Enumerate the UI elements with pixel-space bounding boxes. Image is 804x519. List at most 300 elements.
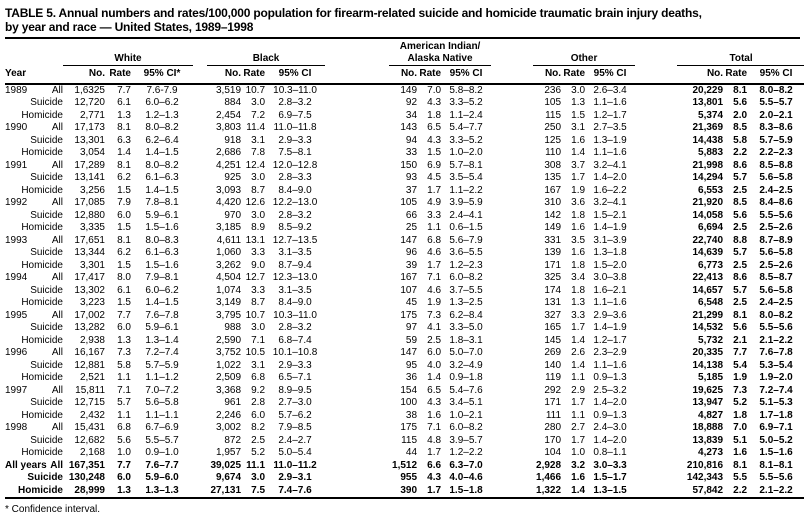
- cell-spacer: [635, 160, 677, 173]
- row-category: All: [51, 384, 63, 396]
- cell-ci: 6.7–6.9: [145, 422, 179, 433]
- cell-rate: 1.5: [427, 147, 442, 158]
- cell-num: 2,771: [79, 109, 105, 121]
- cell-num: 171: [544, 397, 562, 408]
- table-row: [5, 372, 804, 385]
- group-aian-line1: American Indian/: [399, 41, 481, 52]
- cell-rate: 1.3: [571, 97, 586, 108]
- row-label: [5, 185, 63, 198]
- cell-num: 139: [544, 247, 562, 258]
- cell-num: 12,682: [74, 434, 105, 446]
- cell-num: 955: [400, 472, 418, 483]
- cell-num: 3,301: [79, 259, 105, 271]
- cell-num: 14,438: [692, 134, 724, 146]
- table-row: [5, 260, 804, 273]
- cell-num: 390: [400, 484, 418, 496]
- cell-num: 142,343: [686, 472, 724, 483]
- cell-ci: 1.3–2.5: [449, 297, 483, 308]
- cell-rate: 8.6: [733, 272, 748, 283]
- table-row: [5, 147, 804, 160]
- cell-num: 167: [544, 184, 562, 196]
- row-label: [5, 160, 63, 173]
- cell-ci: 8.4–9.0: [278, 297, 312, 308]
- cell-ci: 5.9–6.1: [145, 322, 179, 333]
- cell-rate: 4.5: [427, 172, 442, 183]
- cell-ci: 12.3–13.0: [272, 272, 318, 283]
- cell-ci: 2.2–2.3: [759, 147, 793, 158]
- cell-spacer: [491, 435, 533, 448]
- cell-ci: 3.1–3.5: [278, 247, 312, 258]
- cell-num: 2,454: [216, 109, 242, 121]
- cell-spacer: [325, 272, 389, 285]
- cell-num: 3,149: [216, 297, 242, 308]
- cell-ci: 1.1–2.4: [449, 109, 483, 121]
- cell-rate: 5.6: [733, 97, 748, 108]
- cell-ci: 10.3–11.0: [273, 309, 317, 321]
- cell-num: 13,344: [74, 247, 105, 258]
- header-spacer: [193, 66, 207, 84]
- row-label: [5, 310, 63, 323]
- cell-num: 925: [224, 172, 242, 183]
- aian-ci-header: 95% CI: [441, 66, 491, 84]
- cell-rate: 2.5: [733, 259, 748, 271]
- cell-ci: 1.1–1.6: [593, 359, 627, 371]
- cell-ci: 1.2–1.3: [145, 109, 179, 121]
- cell-num: 22,413: [692, 272, 724, 283]
- cell-ci: 3.9–5.9: [449, 197, 483, 208]
- cell-num: 12,720: [74, 97, 105, 108]
- cell-spacer: [193, 84, 207, 98]
- cell-spacer: [635, 272, 677, 285]
- cell-rate: 7.1: [427, 422, 442, 433]
- cell-rate: 7.7: [117, 459, 131, 471]
- cell-spacer: [491, 185, 533, 198]
- row-category: Homicide: [21, 297, 63, 308]
- row-label: [5, 322, 63, 335]
- row-category: All: [51, 309, 63, 321]
- cell-rate: 5.7: [733, 172, 748, 183]
- cell-ci: 3.3–5.2: [449, 134, 483, 146]
- cell-rate: 1.8: [571, 259, 586, 271]
- cell-ci: 5.7–5.9: [145, 359, 179, 371]
- cell-rate: 8.2: [251, 422, 266, 433]
- cell-rate: 7.1: [251, 334, 266, 346]
- cell-num: 21,299: [692, 309, 724, 321]
- cell-num: 165: [544, 322, 562, 333]
- cell-num: 59: [405, 334, 418, 346]
- cell-num: 34: [405, 109, 418, 121]
- cell-rate: 2.5: [733, 222, 748, 233]
- table-row: [5, 285, 804, 298]
- table-row: [5, 422, 804, 435]
- cell-rate: 3.0: [251, 472, 266, 483]
- cell-ci: 7.2–7.4: [145, 347, 179, 358]
- cell-ci: 1.4–2.0: [593, 434, 627, 446]
- cell-ci: 1.5–1.6: [145, 222, 179, 233]
- cell-rate: 4.8: [427, 434, 442, 446]
- cell-rate: 1.5: [117, 184, 131, 196]
- cell-spacer: [193, 122, 207, 135]
- cell-ci: 0.6–1.5: [449, 222, 483, 233]
- cell-rate: 6.5: [427, 384, 442, 396]
- cell-ci: 8.1–8.1: [759, 459, 793, 471]
- cell-ci: 3.0–3.3: [593, 459, 627, 471]
- cell-spacer: [491, 135, 533, 148]
- group-header-black: [207, 41, 325, 66]
- row-category: Homicide: [17, 484, 63, 496]
- cell-spacer: [193, 172, 207, 185]
- cell-num: 210,816: [686, 459, 724, 471]
- cell-spacer: [325, 197, 389, 210]
- cell-ci: 2.4–2.5: [759, 297, 793, 308]
- cell-num: 4,504: [216, 272, 242, 283]
- cell-ci: 5.4–7.7: [449, 122, 483, 133]
- cell-ci: 4.0–4.6: [449, 472, 483, 483]
- row-label: [5, 84, 63, 98]
- cell-num: 3,223: [79, 297, 105, 308]
- cell-spacer: [193, 485, 207, 499]
- cell-ci: 2.8–3.3: [278, 172, 312, 183]
- cell-spacer: [635, 97, 677, 110]
- cell-num: 115: [545, 109, 562, 121]
- cell-ci: 1.2–1.7: [593, 109, 627, 121]
- cell-num: 1,074: [216, 284, 242, 296]
- cell-spacer: [325, 385, 389, 398]
- black-no-header: No.: [207, 66, 241, 84]
- cell-rate: 12.4: [245, 159, 266, 171]
- table-row: [5, 222, 804, 235]
- cell-ci: 5.7–5.9: [759, 134, 793, 146]
- cell-num: 93: [405, 172, 418, 183]
- cell-rate: 6.6: [427, 459, 442, 471]
- cell-ci: 1.5–1.6: [145, 259, 179, 271]
- cell-ci: 3.2–4.9: [449, 359, 483, 371]
- table-row: [5, 310, 804, 323]
- cell-num: 292: [544, 384, 562, 396]
- cell-ci: 10.3–11.0: [273, 84, 317, 96]
- cell-rate: 5.6: [733, 209, 748, 221]
- cell-ci: 12.7–13.5: [272, 234, 318, 246]
- cell-rate: 12.7: [245, 272, 266, 283]
- cell-spacer: [635, 185, 677, 198]
- cell-num: 269: [544, 347, 562, 358]
- other-rate-header: Rate: [561, 66, 585, 84]
- cell-rate: 7.9: [117, 197, 131, 208]
- cell-spacer: [635, 172, 677, 185]
- cell-num: 39: [405, 259, 418, 271]
- cell-num: 308: [544, 159, 562, 171]
- cell-num: 2,686: [216, 147, 242, 158]
- row-category: Suicide: [30, 434, 63, 446]
- cell-spacer: [325, 322, 389, 335]
- row-category: Suicide: [30, 247, 63, 258]
- cell-spacer: [193, 272, 207, 285]
- cell-ci: 1.4–1.9: [593, 322, 627, 333]
- cell-spacer: [635, 197, 677, 210]
- cell-ci: 2.4–2.7: [278, 434, 312, 446]
- cell-num: 154: [400, 384, 418, 396]
- cell-spacer: [635, 422, 677, 435]
- cell-rate: 8.6: [733, 159, 748, 171]
- cell-spacer: [325, 122, 389, 135]
- row-label: [5, 347, 63, 360]
- cell-ci: 2.0–2.1: [759, 109, 793, 121]
- cell-num: 105: [400, 197, 418, 208]
- cell-spacer: [193, 372, 207, 385]
- cell-num: 12,881: [74, 359, 105, 371]
- cell-rate: 7.7: [733, 347, 748, 358]
- header-spacer: [635, 66, 677, 84]
- row-year: 1998: [5, 422, 28, 433]
- cell-spacer: [635, 385, 677, 398]
- black-rate-header: Rate: [241, 66, 265, 84]
- cell-spacer: [193, 260, 207, 273]
- cell-rate: 1.5: [117, 297, 131, 308]
- group-header-spacer: [635, 41, 677, 66]
- row-category: All: [51, 122, 63, 133]
- cell-rate: 8.7: [251, 297, 266, 308]
- cell-spacer: [193, 210, 207, 223]
- group-header-spacer: [5, 41, 63, 66]
- cell-ci: 3.4–5.1: [449, 397, 483, 408]
- cell-spacer: [193, 235, 207, 248]
- cell-rate: 1.4: [117, 147, 131, 158]
- cell-ci: 7.2–7.4: [759, 384, 793, 396]
- cell-num: 2,521: [79, 372, 105, 383]
- cell-ci: 5.5–5.6: [759, 472, 793, 483]
- cell-ci: 3.2–4.1: [593, 159, 627, 171]
- row-label: [5, 147, 63, 160]
- cell-spacer: [325, 410, 389, 423]
- cell-rate: 6.3: [117, 134, 131, 146]
- cell-spacer: [635, 84, 677, 98]
- cell-spacer: [491, 160, 533, 173]
- cell-ci: 1.2–2.3: [449, 259, 483, 271]
- cell-spacer: [635, 485, 677, 499]
- cell-ci: 5.1–5.3: [759, 397, 793, 408]
- row-label: [5, 397, 63, 410]
- cell-rate: 10.7: [245, 309, 266, 321]
- cell-rate: 2.9: [571, 384, 586, 396]
- cell-ci: 1.3–1.8: [593, 247, 627, 258]
- cell-rate: 1.7: [427, 447, 442, 458]
- cell-ci: 1.4–1.5: [145, 184, 179, 196]
- cell-ci: 2.8–3.2: [278, 209, 312, 221]
- group-header-spacer: [491, 41, 533, 66]
- table-row: [5, 360, 804, 373]
- cell-ci: 6.8–7.4: [278, 334, 312, 346]
- cell-spacer: [325, 485, 389, 499]
- cell-spacer: [635, 460, 677, 473]
- aian-rate-header: Rate: [417, 66, 441, 84]
- cell-rate: 8.8: [733, 234, 748, 246]
- cell-rate: 1.1: [571, 409, 586, 421]
- cell-ci: 12.2–13.0: [272, 197, 318, 208]
- group-header-spacer: [193, 41, 207, 66]
- cell-num: 2,509: [216, 372, 242, 383]
- table-row: [5, 160, 804, 173]
- cell-rate: 1.0: [571, 447, 586, 458]
- cell-ci: 1.4–1.5: [145, 147, 179, 158]
- cell-num: 94: [405, 134, 418, 146]
- table-row: [5, 247, 804, 260]
- cell-num: 14,657: [692, 284, 724, 296]
- cell-ci: 8.7–8.9: [759, 234, 793, 246]
- row-label: [5, 235, 63, 248]
- cell-num: 5,732: [698, 334, 724, 346]
- cell-rate: 8.1: [117, 234, 131, 246]
- cell-rate: 6.8: [117, 422, 131, 433]
- cell-spacer: [193, 285, 207, 298]
- cell-rate: 5.7: [733, 284, 748, 296]
- cell-ci: 5.5–5.7: [145, 434, 179, 446]
- row-category: Suicide: [30, 209, 63, 221]
- cell-rate: 4.6: [427, 247, 442, 258]
- cell-rate: 7.8: [251, 147, 266, 158]
- cell-spacer: [325, 460, 389, 473]
- cell-num: 105: [544, 97, 562, 108]
- cell-spacer: [325, 447, 389, 460]
- cell-rate: 8.9: [251, 222, 266, 233]
- row-category: Suicide: [30, 322, 63, 333]
- cell-spacer: [635, 310, 677, 323]
- cell-rate: 7.3: [427, 309, 442, 321]
- cell-num: 3,519: [216, 84, 242, 96]
- cell-num: 107: [400, 284, 418, 296]
- table-title: [5, 6, 800, 34]
- cell-rate: 11.4: [246, 122, 266, 133]
- cell-num: 3,752: [216, 347, 242, 358]
- cell-rate: 7.0: [733, 422, 748, 433]
- cell-spacer: [491, 347, 533, 360]
- cell-spacer: [491, 235, 533, 248]
- cell-ci: 8.0–8.2: [759, 84, 793, 96]
- row-category: All: [51, 197, 63, 208]
- cell-ci: 1.2–2.2: [449, 447, 483, 458]
- cell-ci: 1.1–2.2: [449, 184, 483, 196]
- cell-num: 16,167: [74, 347, 105, 358]
- cell-ci: 1.1–1.6: [593, 297, 627, 308]
- cell-spacer: [193, 460, 207, 473]
- cell-ci: 5.6–5.8: [759, 284, 793, 296]
- cell-num: 100: [400, 397, 418, 408]
- row-label: [5, 385, 63, 398]
- cell-num: 14,138: [692, 359, 724, 371]
- cell-rate: 1.8: [427, 109, 442, 121]
- cell-num: 884: [224, 97, 242, 108]
- cell-rate: 2.2: [733, 484, 748, 496]
- cell-ci: 1.3–1.4: [145, 334, 179, 346]
- row-label: [5, 247, 63, 260]
- cell-num: 236: [544, 84, 562, 96]
- cell-rate: 1.8: [733, 409, 748, 421]
- cell-num: 13,801: [692, 97, 724, 108]
- cell-num: 5,374: [698, 109, 724, 121]
- cell-num: 327: [544, 309, 562, 321]
- cell-spacer: [635, 135, 677, 148]
- cell-spacer: [325, 135, 389, 148]
- cell-ci: 1.0–2.1: [449, 409, 483, 421]
- cell-num: 2,168: [79, 447, 105, 458]
- cell-ci: 6.2–8.4: [449, 309, 483, 321]
- cell-ci: 7.9–8.5: [278, 422, 312, 433]
- cell-num: 17,417: [74, 272, 105, 283]
- cell-rate: 13.1: [245, 234, 266, 246]
- cell-spacer: [491, 97, 533, 110]
- cell-ci: 7.6–7.8: [145, 309, 179, 321]
- cell-ci: 5.9–6.1: [145, 209, 179, 221]
- table-title-line1: TABLE 5. Annual numbers and rates/100,000 population for firearm-related suicide and homicide traumatic brain injury deaths,: [5, 6, 702, 20]
- cell-spacer: [325, 360, 389, 373]
- cell-rate: 2.1: [733, 334, 748, 346]
- cell-num: 1,022: [216, 359, 242, 371]
- cell-rate: 1.7: [427, 484, 442, 496]
- cell-num: 3,256: [79, 184, 105, 196]
- cell-rate: 1.9: [571, 184, 586, 196]
- cell-ci: 1.6–2.1: [593, 284, 627, 296]
- cell-ci: 0.9–1.3: [593, 372, 627, 383]
- cell-ci: 2.6–3.4: [593, 84, 627, 96]
- cell-ci: 3.2–4.1: [593, 197, 627, 208]
- cell-rate: 7.3: [117, 347, 131, 358]
- cell-num: 13,947: [692, 397, 724, 408]
- cell-spacer: [325, 247, 389, 260]
- cell-spacer: [491, 110, 533, 123]
- cell-ci: 7.6–7.8: [759, 347, 793, 358]
- row-category: Homicide: [21, 222, 63, 233]
- cell-num: 21,998: [692, 159, 724, 171]
- group-black-line2: Black: [252, 52, 280, 64]
- row-label: [5, 210, 63, 223]
- cell-ci: 7.9–8.1: [145, 272, 179, 283]
- cell-num: 21,369: [692, 122, 724, 133]
- cell-rate: 1.9: [427, 297, 442, 308]
- cell-ci: 10.1–10.8: [272, 347, 318, 358]
- cell-ci: 2.8–3.2: [278, 322, 312, 333]
- cell-num: 20,229: [692, 84, 724, 96]
- cell-num: 3,335: [79, 222, 105, 233]
- cell-num: 14,294: [692, 172, 724, 183]
- cell-rate: 5.7: [733, 247, 748, 258]
- cell-num: 110: [545, 147, 562, 158]
- cell-num: 22,740: [692, 234, 724, 246]
- cell-num: 3,185: [216, 222, 242, 233]
- cell-rate: 8.5: [733, 197, 748, 208]
- cell-rate: 3.0: [571, 84, 586, 96]
- cell-ci: 1.1–1.2: [145, 372, 179, 383]
- cell-num: 167,351: [68, 459, 105, 471]
- row-category: All: [51, 234, 63, 246]
- cell-ci: 2.1–2.2: [759, 334, 793, 346]
- row-category: Suicide: [30, 284, 63, 296]
- cell-spacer: [491, 447, 533, 460]
- cell-num: 37: [405, 184, 418, 196]
- cell-ci: 8.0–8.2: [145, 159, 179, 171]
- table-row: [5, 272, 804, 285]
- cell-ci: 8.5–8.8: [759, 159, 793, 171]
- cell-num: 2,246: [216, 409, 242, 421]
- cell-ci: 0.9–1.3: [593, 409, 627, 421]
- cell-rate: 2.2: [733, 147, 748, 158]
- cell-spacer: [635, 397, 677, 410]
- cell-ci: 5.0–5.2: [759, 434, 793, 446]
- cell-rate: 5.6: [117, 434, 131, 446]
- cell-spacer: [491, 460, 533, 473]
- cell-rate: 11.1: [246, 459, 266, 471]
- cell-spacer: [491, 247, 533, 260]
- row-year: 1992: [5, 197, 28, 208]
- cell-num: 13,282: [74, 322, 105, 333]
